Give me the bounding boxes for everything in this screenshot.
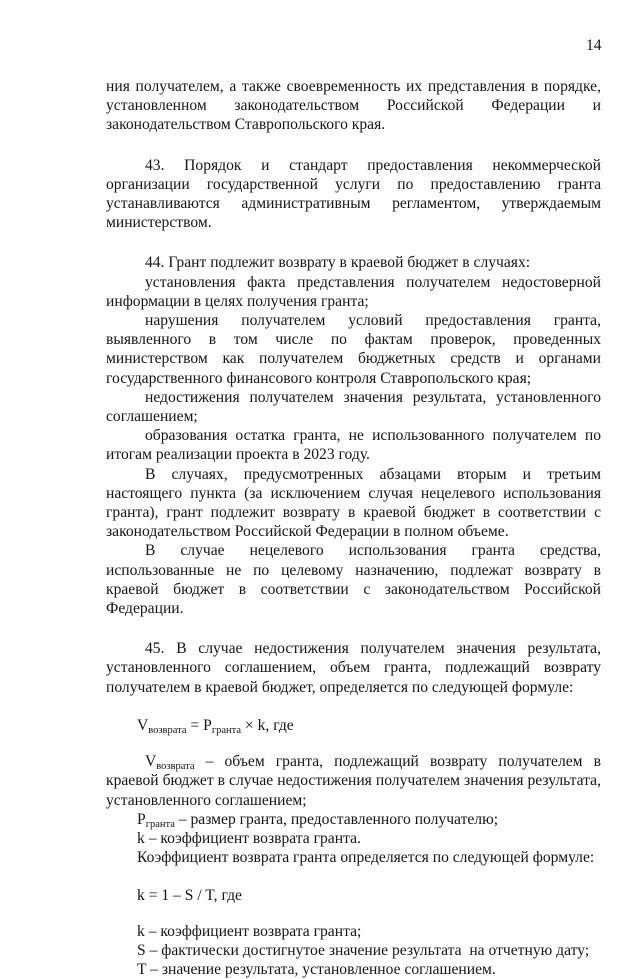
paragraph-44-case-2: нарушения получателем условий предоставления гранта, выявленного в том числе по фактам проверок, проведенных министерством как получателем бюджетных средств и органами государственного финансового контроля Ставропольского края; <box>106 312 601 387</box>
explanation2-k: k – коэффициент возврата гранта; <box>137 922 362 940</box>
explanation-p-subscript: гранта <box>145 818 175 830</box>
explanation2-t: T – значение результата, установленное соглашением. <box>137 960 496 978</box>
explanation-p-text: – размер гранта, предоставленного получателю; <box>174 810 499 828</box>
explanation-k: k – коэффициент возврата гранта. <box>137 829 361 847</box>
paragraph-44-note-1: В случаях, предусмотренных абзацами вторым и третьим настоящего пункта (за исключением случая нецелевого использования гранта), грант подлежит возврату в краевой бюджет в соответствии с законодательством Российской Федерации в полном объеме. <box>106 465 601 541</box>
formula-equals: = <box>186 716 204 734</box>
formula-refund <box>106 716 601 735</box>
paragraph-continuation: ния получателем, а также своевременность их представления в порядке, установленном законодательством Российской Федерации и законодательством Ставропольского края. <box>106 78 601 134</box>
paragraph-44-case-1: установления факта представления получателем недостоверной информации в целях получения гранта; <box>106 273 601 310</box>
explanation-v-symbol: V <box>145 753 157 771</box>
explanation-p-symbol: P <box>137 810 146 828</box>
formula-rest: × k, где <box>241 716 294 734</box>
formula-p-symbol: P <box>203 716 212 734</box>
document-body <box>106 77 601 979</box>
formula-coefficient: k = 1 – S / T, где <box>137 887 242 905</box>
formula-v-subscript: возврата <box>148 724 187 736</box>
coefficient-intro: Коэффициент возврата гранта определяется по следующей формуле: <box>137 849 595 867</box>
explanation-v-text: – объем гранта, подлежащий возврату получателем в краевой бюджет в случае недостижения получателем значения результата, установленного соглашением; <box>106 753 601 809</box>
explanation-v <box>106 752 601 810</box>
explanation-v-subscript: возврата <box>156 761 195 773</box>
explanation2-s: S – фактически достигнутое значение результата на отчетную дату; <box>137 941 590 959</box>
explanation-p <box>106 810 601 829</box>
formula-v-symbol: V <box>137 716 149 734</box>
paragraph-44-case-3: недостижения получателем значения результата, установленного соглашением; <box>106 388 601 426</box>
paragraph-43: 43. Порядок и стандарт предоставления некоммерческой организации государственной услуги по предоставлению гранта устанавливаются административным регламентом, утверждаемым министерством. <box>106 156 601 232</box>
page-number: 14 <box>586 37 602 54</box>
formula-p-subscript: гранта <box>211 724 242 736</box>
paragraph-44-note-2: В случае нецелевого использования гранта средства, использованные не по целевому назначению, подлежат возврату в краевой бюджет в соответствии с законодательством Российской Федерации. <box>106 542 601 618</box>
paragraph-45: 45. В случае недостижения получателем значения результата, установленного соглашением, объем гранта, подлежащий возврату получателем в краевой бюджет, определяется по следующей формуле: <box>106 640 601 696</box>
paragraph-44-case-4: образования остатка гранта, не использованного получателем по итогам реализации проекта в 2023 году. <box>106 427 601 464</box>
paragraph-44: 44. Грант подлежит возврату в краевой бюджет в случаях: <box>145 254 531 272</box>
